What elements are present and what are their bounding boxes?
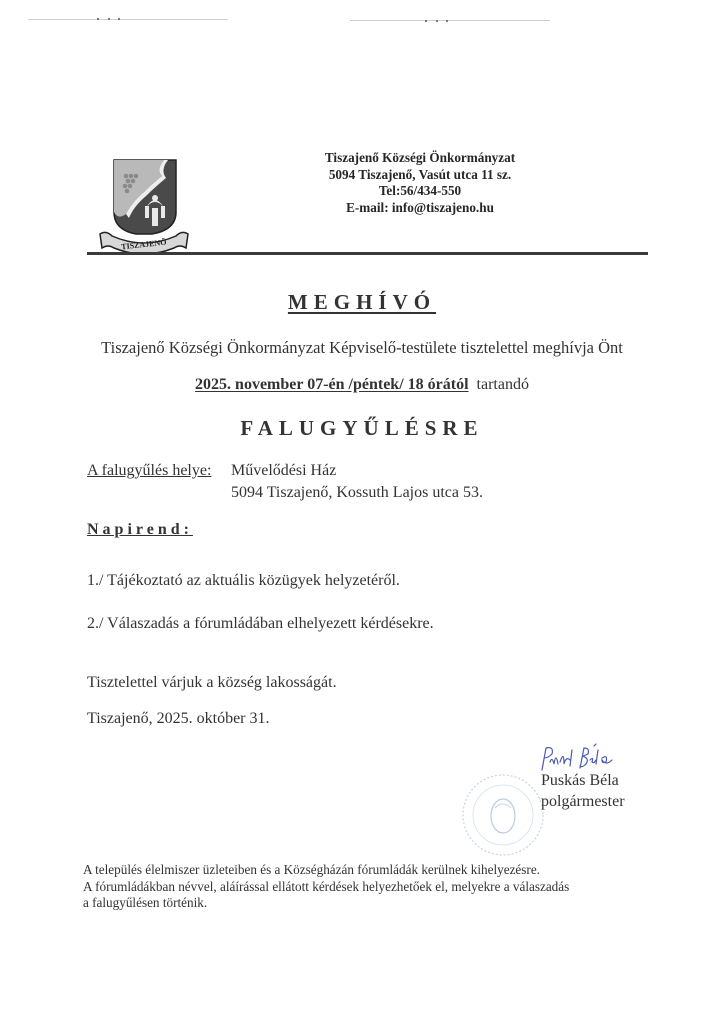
signer-name: Puskás Béla xyxy=(541,772,619,789)
scan-artifact-mark xyxy=(425,20,427,22)
event-name: FALUGYŰLÉSRE xyxy=(240,416,484,440)
footnote xyxy=(83,862,569,912)
organization-phone: Tel:56/434-550 xyxy=(378,183,462,198)
venue-label: A falugyűlés helye: xyxy=(87,462,212,479)
official-stamp xyxy=(458,770,548,860)
venue-name: Művelődési Ház xyxy=(231,462,337,479)
scan-artifact-mark xyxy=(436,20,438,22)
organization-email: E-mail: info@tiszajeno.hu xyxy=(346,199,494,215)
scan-artifact-mark xyxy=(446,20,448,22)
document-title: MEGHÍVÓ xyxy=(287,290,437,314)
intro-text: Tiszajenő Községi Önkormányzat Képviselő-testülete tisztelettel meghívja Önt xyxy=(101,338,623,357)
organization-name: Tiszajenő Községi Önkormányzat xyxy=(324,150,516,165)
scan-artifact-mark xyxy=(97,18,99,20)
header-divider xyxy=(87,252,648,255)
place-and-date: Tiszajenő, 2025. október 31. xyxy=(87,710,270,727)
footnote-line: A fórumládákban névvel, aláírással ellátott kérdések helyezhetőek el, melyekre a válaszadás xyxy=(83,878,570,894)
event-date: 2025. november 07-én /péntek/ 18 órától xyxy=(195,376,469,393)
event-date-tail: tartandó xyxy=(476,376,529,393)
signer-title: polgármester xyxy=(541,793,625,810)
organization-address: 5094 Tiszajenő, Vasút utca 11 sz. xyxy=(328,166,512,182)
logo-banner-text: TISZAJENŐ xyxy=(120,237,167,252)
closing-text: Tisztelettel várjuk a község lakosságát. xyxy=(87,674,337,691)
event-date-line xyxy=(0,376,724,394)
scan-artifact-mark xyxy=(108,18,110,20)
scan-artifact-mark xyxy=(118,18,120,20)
agenda-item: 2./ Válaszadás a fórumládában elhelyezett kérdésekre. xyxy=(87,615,434,632)
agenda-item: 1./ Tájékoztató az aktuális közügyek helyzetéről. xyxy=(87,572,400,589)
scan-artifact-line xyxy=(28,19,228,20)
coat-of-arms-logo xyxy=(96,156,192,256)
agenda-heading: Napirend: xyxy=(87,521,193,538)
footnote-line: A település élelmiszer üzleteiben és a Községházán fórumládák kerülnek kihelyezésre. xyxy=(83,862,540,877)
footnote-line: a falugyűlésen történik. xyxy=(83,895,208,910)
letterhead xyxy=(300,150,540,216)
venue-address: 5094 Tiszajenő, Kossuth Lajos utca 53. xyxy=(231,484,483,501)
scan-artifact-line xyxy=(350,20,550,21)
